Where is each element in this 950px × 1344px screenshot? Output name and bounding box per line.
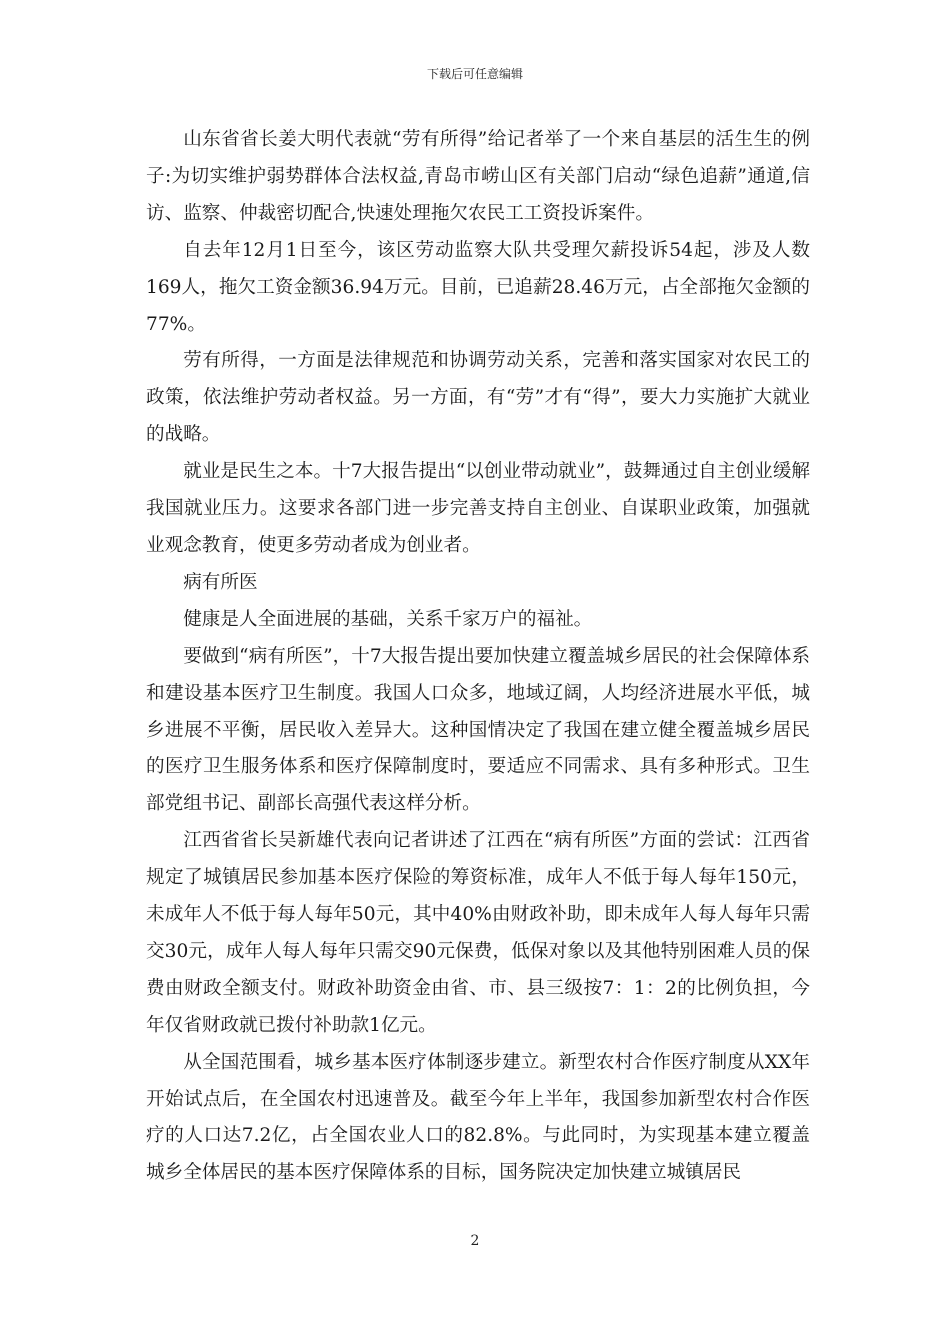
page-number: 2: [470, 1233, 480, 1249]
paragraph: 自去年12月1日至今，该区劳动监察大队共受理欠薪投诉54起，涉及人数169人，拖欠工资金额36.94万元。目前，已追薪28.46万元，占全部拖欠金额的77%。: [146, 239, 810, 335]
paragraph: 劳有所得，一方面是法律规范和协调劳动关系，完善和落实国家对农民工的政策，依法维护劳动者权益。另一方面，有“劳”才有“得”，要大力实施扩大就业的战略。: [146, 350, 810, 446]
paragraph: 要做到“病有所医”，十7大报告提出要加快建立覆盖城乡居民的社会保障体系和建设基本医疗卫生制度。我国人口众多，地域辽阔，人均经济进展水平低，城乡进展不平衡，居民收入差异大。这种国情决定了我国在建立健全覆盖城乡居民的医疗卫生服务体系和医疗保障制度时，要适应不同需求、具有多种形式。卫生部党组书记、副部长高强代表这样分析。: [146, 645, 810, 815]
section-heading: 病有所医: [183, 571, 258, 593]
document-body: [146, 122, 810, 1192]
paragraph: 健康是人全面进展的基础，关系千家万户的福祉。: [183, 608, 593, 630]
paragraph: 山东省省长姜大明代表就“劳有所得”给记者举了一个来自基层的活生生的例子:为切实维护弱势群体合法权益,青岛市崂山区有关部门启动“绿色追薪”通道,信访、监察、仲裁密切配合,快速处理拖欠农民工工资投诉案件。: [146, 129, 810, 224]
paragraph: 江西省省长吴新雄代表向记者讲述了江西在“病有所医”方面的尝试：江西省规定了城镇居民参加基本医疗保险的筹资标准，成年人不低于每人每年150元，未成年人不低于每人每年50元，其中40%由财政补助，即未成年人每人每年只需交30元，成年人每人每年只需交90元保费，低保对象以及其他特别困难人员的保费由财政全额支付。财政补助资金由省、市、县三级按7：1：2的比例负担，今年仅省财政就已拨付补助款1亿元。: [146, 830, 810, 1036]
paragraph: 从全国范围看，城乡基本医疗体制逐步建立。新型农村合作医疗制度从XX年开始试点后，在全国农村迅速普及。截至今年上半年，我国参加新型农村合作医疗的人口达7.2亿，占全国农业人口的82.8%。与此同时，为实现基本建立覆盖城乡全体居民的基本医疗保障体系的目标，国务院决定加快建立城镇居民: [146, 1051, 810, 1184]
page-header: 下载后可任意编辑: [426, 67, 523, 81]
paragraph: 就业是民生之本。十7大报告提出“以创业带动就业”，鼓舞通过自主创业缓解我国就业压力。这要求各部门进一步完善支持自主创业、自谋职业政策，加强就业观念教育，使更多劳动者成为创业者。: [146, 461, 810, 556]
